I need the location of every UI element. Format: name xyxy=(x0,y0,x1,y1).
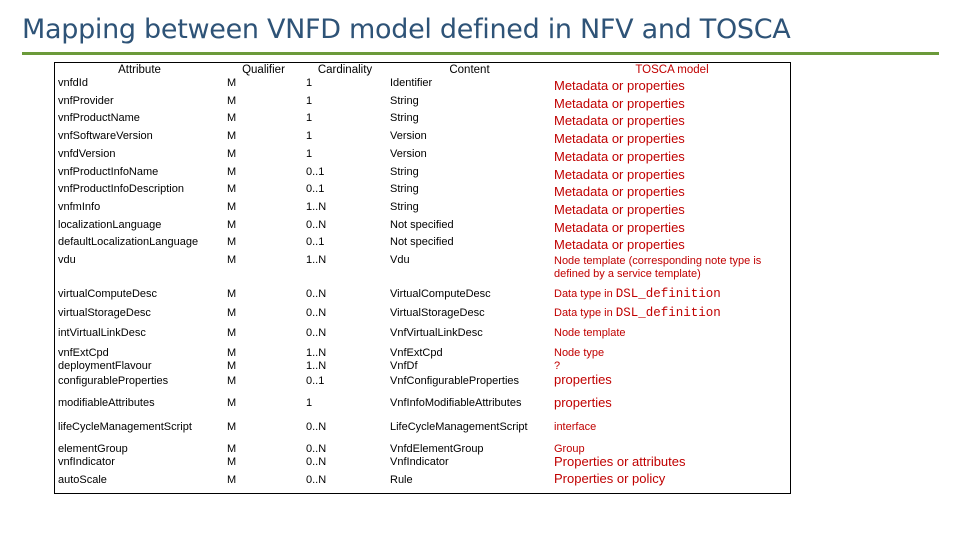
cell-cardinality: 1..N xyxy=(306,200,327,213)
cell-tosca: Metadata or properties xyxy=(554,113,685,129)
cell-cardinality: 1 xyxy=(306,130,313,143)
cell-content: String xyxy=(390,200,419,213)
cell-attribute: vnfProductInfoName xyxy=(58,165,159,178)
cell-attribute: vnfdId xyxy=(58,77,88,89)
cell-cardinality: 0..1 xyxy=(306,236,325,249)
cell-content: Vdu xyxy=(390,254,410,267)
cell-qualifier: M xyxy=(227,236,237,249)
cell-attribute: lifeCycleManagementScript xyxy=(58,421,192,434)
header-content: Content xyxy=(449,64,490,76)
cell-cardinality: 0..N xyxy=(306,307,327,320)
header-tosca-model: TOSCA model xyxy=(635,64,709,76)
cell-qualifier: M xyxy=(227,147,237,160)
cell-content: VnfdElementGroup xyxy=(390,443,484,456)
cell-qualifier: M xyxy=(227,254,237,267)
cell-qualifier: M xyxy=(227,130,237,143)
cell-tosca: Metadata or properties xyxy=(554,148,685,164)
cell-tosca: Group xyxy=(554,443,585,456)
cell-qualifier: M xyxy=(227,218,237,231)
cell-attribute: vdu xyxy=(58,254,76,267)
cell-qualifier: M xyxy=(227,421,237,434)
cell-tosca: Node template (corresponding note type is defined by a service template) xyxy=(554,255,762,280)
cell-attribute: vnfSoftwareVersion xyxy=(58,130,153,143)
cell-tosca: Metadata or properties xyxy=(554,166,685,182)
cell-attribute: vnfExtCpd xyxy=(58,347,109,360)
cell-cardinality: 1 xyxy=(306,112,313,125)
cell-content: VnfVirtualLinkDesc xyxy=(390,327,483,340)
slide-title: Mapping between VNFD model defined in NFV and TOSCA xyxy=(22,14,791,45)
cell-cardinality: 1 xyxy=(306,397,313,410)
cell-qualifier: M xyxy=(227,183,237,196)
cell-tosca: properties xyxy=(554,372,612,388)
cell-content: VnfInfoModifiableAttributes xyxy=(390,397,522,410)
tosca-prefix: Data type in xyxy=(554,307,616,320)
cell-content: String xyxy=(390,112,419,125)
cell-content: VnfExtCpd xyxy=(390,347,443,360)
cell-cardinality: 0..N xyxy=(306,443,327,456)
cell-qualifier: M xyxy=(227,397,237,410)
cell-attribute: autoScale xyxy=(58,473,107,486)
cell-tosca: Metadata or properties xyxy=(554,78,685,93)
cell-qualifier: M xyxy=(227,473,237,486)
cell-attribute: configurableProperties xyxy=(58,375,169,388)
cell-content: String xyxy=(390,94,419,107)
cell-tosca: Node template xyxy=(554,327,626,340)
tosca-code: DSL_definition xyxy=(615,306,721,321)
cell-qualifier: M xyxy=(227,359,237,372)
cell-tosca: Properties or attributes xyxy=(554,455,686,469)
cell-content: Identifier xyxy=(390,77,433,89)
cell-cardinality: 1 xyxy=(306,147,313,160)
cell-qualifier: M xyxy=(227,375,237,388)
cell-qualifier: M xyxy=(227,327,237,340)
cell-attribute: modifiableAttributes xyxy=(58,397,155,410)
cell-content: Not specified xyxy=(390,236,454,249)
cell-tosca: Node type xyxy=(554,347,605,360)
cell-cardinality: 0..N xyxy=(306,455,327,468)
cell-content: String xyxy=(390,183,419,196)
cell-attribute: vnfProductName xyxy=(58,112,140,125)
title-underline xyxy=(22,52,939,55)
cell-content: VnfIndicator xyxy=(390,455,449,468)
cell-content: VnfConfigurableProperties xyxy=(390,375,520,388)
cell-cardinality: 0..N xyxy=(306,327,327,340)
cell-tosca xyxy=(552,304,792,324)
cell-cardinality: 0..N xyxy=(306,473,327,486)
tosca-prefix: Data type in xyxy=(554,287,616,300)
cell-content: Rule xyxy=(390,473,413,486)
cell-content: String xyxy=(390,165,419,178)
cell-tosca: Metadata or properties xyxy=(554,201,685,217)
cell-content: Not specified xyxy=(390,218,454,231)
cell-qualifier: M xyxy=(227,112,237,125)
cell-tosca: Metadata or properties xyxy=(554,237,685,253)
cell-attribute: virtualStorageDesc xyxy=(58,307,151,320)
mapping-table xyxy=(54,62,791,494)
cell-attribute: vnfIndicator xyxy=(58,455,115,468)
cell-tosca: interface xyxy=(554,421,597,434)
cell-attribute: vnfProvider xyxy=(58,94,114,107)
cell-cardinality: 1 xyxy=(306,77,313,89)
cell-content: LifeCycleManagementScript xyxy=(390,421,528,434)
cell-cardinality: 1..N xyxy=(306,359,327,372)
cell-cardinality: 0..1 xyxy=(306,165,325,178)
cell-tosca: Metadata or properties xyxy=(554,131,685,147)
tosca-code: DSL_definition xyxy=(615,286,721,301)
cell-cardinality: 1 xyxy=(306,94,313,107)
cell-content: VirtualComputeDesc xyxy=(390,287,491,300)
cell-cardinality: 0..N xyxy=(306,287,327,300)
header-cardinality: Cardinality xyxy=(317,64,373,76)
cell-qualifier: M xyxy=(227,287,237,300)
header-qualifier: Qualifier xyxy=(242,64,285,76)
cell-tosca xyxy=(552,280,792,304)
cell-attribute: vnfdVersion xyxy=(58,147,116,160)
cell-cardinality: 0..1 xyxy=(306,375,325,388)
cell-attribute: defaultLocalizationLanguage xyxy=(58,236,199,249)
cell-attribute: localizationLanguage xyxy=(58,218,162,231)
cell-attribute: virtualComputeDesc xyxy=(58,287,158,300)
cell-cardinality: 1..N xyxy=(306,254,327,267)
cell-content: VnfDf xyxy=(390,359,418,372)
cell-qualifier: M xyxy=(227,347,237,360)
cell-attribute: deploymentFlavour xyxy=(58,359,152,372)
header-attribute: Attribute xyxy=(118,64,161,76)
cell-content: VirtualStorageDesc xyxy=(390,307,485,320)
cell-tosca: properties xyxy=(554,395,612,411)
cell-cardinality: 0..1 xyxy=(306,183,325,196)
cell-content: Version xyxy=(390,130,427,143)
cell-content: Version xyxy=(390,147,427,160)
cell-qualifier: M xyxy=(227,165,237,178)
cell-qualifier: M xyxy=(227,94,237,107)
cell-attribute: vnfProductInfoDescription xyxy=(58,183,184,196)
cell-tosca: Metadata or properties xyxy=(554,95,685,111)
cell-qualifier: M xyxy=(227,77,237,89)
cell-qualifier: M xyxy=(227,443,237,456)
cell-qualifier: M xyxy=(227,307,237,320)
cell-attribute: intVirtualLinkDesc xyxy=(58,327,146,340)
cell-cardinality: 0..N xyxy=(306,421,327,434)
cell-tosca: Properties or policy xyxy=(554,470,666,486)
cell-tosca: Metadata or properties xyxy=(554,219,685,235)
cell-qualifier: M xyxy=(227,200,237,213)
cell-cardinality: 1..N xyxy=(306,347,327,360)
cell-attribute: vnfmInfo xyxy=(58,200,101,213)
cell-tosca: Metadata or properties xyxy=(554,184,685,200)
cell-qualifier: M xyxy=(227,455,237,468)
cell-cardinality: 0..N xyxy=(306,218,327,231)
cell-attribute: elementGroup xyxy=(58,443,128,456)
cell-tosca: ? xyxy=(554,359,561,372)
